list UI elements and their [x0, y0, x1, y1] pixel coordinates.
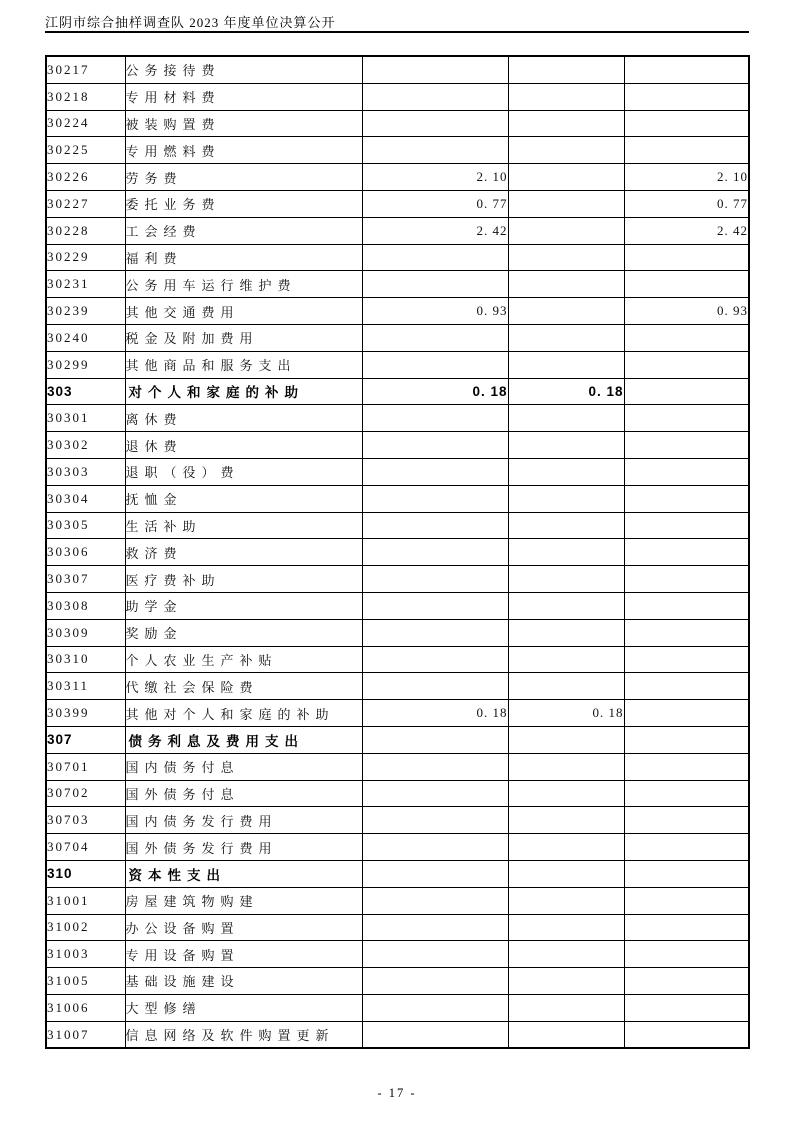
table-row	[46, 700, 749, 727]
value-cell-1	[362, 351, 508, 378]
value-cell-1	[362, 968, 508, 995]
budget-expense-table	[45, 55, 750, 1049]
table-row	[46, 994, 749, 1021]
code-cell: 30231	[46, 271, 125, 298]
name-cell: 债务利息及费用支出	[125, 726, 362, 753]
table-row	[46, 458, 749, 485]
code-cell: 30224	[46, 110, 125, 137]
table-row	[46, 378, 749, 405]
name-cell: 救济费	[125, 539, 362, 566]
name-cell: 专用材料费	[125, 83, 362, 110]
code-cell: 30701	[46, 753, 125, 780]
table-row	[46, 137, 749, 164]
value-cell-1	[362, 780, 508, 807]
table-row	[46, 405, 749, 432]
value-cell-1	[362, 512, 508, 539]
value-cell-3: 0. 93	[624, 298, 749, 325]
value-cell-3	[624, 968, 749, 995]
value-cell-2	[508, 56, 624, 83]
table-row	[46, 56, 749, 83]
value-cell-2	[508, 968, 624, 995]
name-cell: 公务用车运行维护费	[125, 271, 362, 298]
value-cell-2	[508, 164, 624, 191]
table-row	[46, 566, 749, 593]
code-cell: 30228	[46, 217, 125, 244]
value-cell-2	[508, 512, 624, 539]
value-cell-1	[362, 271, 508, 298]
code-cell: 30704	[46, 834, 125, 861]
value-cell-1	[362, 673, 508, 700]
value-cell-2	[508, 244, 624, 271]
value-cell-1	[362, 110, 508, 137]
value-cell-2	[508, 405, 624, 432]
value-cell-2	[508, 646, 624, 673]
name-cell: 工会经费	[125, 217, 362, 244]
name-cell: 生活补助	[125, 512, 362, 539]
value-cell-1	[362, 566, 508, 593]
table-row	[46, 271, 749, 298]
code-cell: 307	[46, 726, 125, 753]
value-cell-2	[508, 110, 624, 137]
code-cell: 30217	[46, 56, 125, 83]
value-cell-1	[362, 83, 508, 110]
code-cell: 30225	[46, 137, 125, 164]
value-cell-2	[508, 726, 624, 753]
value-cell-3	[624, 780, 749, 807]
value-cell-3	[624, 244, 749, 271]
value-cell-2	[508, 807, 624, 834]
value-cell-3	[624, 405, 749, 432]
value-cell-1	[362, 994, 508, 1021]
code-cell: 30229	[46, 244, 125, 271]
value-cell-2	[508, 834, 624, 861]
table-row	[46, 753, 749, 780]
code-cell: 303	[46, 378, 125, 405]
value-cell-3	[624, 994, 749, 1021]
value-cell-2	[508, 941, 624, 968]
value-cell-1	[362, 56, 508, 83]
code-cell: 30311	[46, 673, 125, 700]
value-cell-2	[508, 753, 624, 780]
header-rule	[45, 31, 749, 33]
value-cell-2	[508, 1021, 624, 1048]
name-cell: 离休费	[125, 405, 362, 432]
table-row	[46, 1021, 749, 1048]
name-cell: 信息网络及软件购置更新	[125, 1021, 362, 1048]
document-title: 江阴市综合抽样调查队 2023 年度单位决算公开	[45, 15, 336, 30]
table-row	[46, 539, 749, 566]
value-cell-3	[624, 458, 749, 485]
value-cell-3	[624, 700, 749, 727]
value-cell-1: 0. 93	[362, 298, 508, 325]
code-cell: 30305	[46, 512, 125, 539]
value-cell-1	[362, 137, 508, 164]
table-row	[46, 512, 749, 539]
code-cell: 31006	[46, 994, 125, 1021]
value-cell-3	[624, 592, 749, 619]
value-cell-2	[508, 271, 624, 298]
value-cell-1	[362, 646, 508, 673]
value-cell-2	[508, 351, 624, 378]
code-cell: 30399	[46, 700, 125, 727]
name-cell: 基础设施建设	[125, 968, 362, 995]
name-cell: 其他商品和服务支出	[125, 351, 362, 378]
value-cell-3	[624, 807, 749, 834]
name-cell: 其他对个人和家庭的补助	[125, 700, 362, 727]
table-row	[46, 726, 749, 753]
code-cell: 30226	[46, 164, 125, 191]
name-cell: 国内债务付息	[125, 753, 362, 780]
name-cell: 国外债务发行费用	[125, 834, 362, 861]
value-cell-2	[508, 324, 624, 351]
value-cell-2	[508, 83, 624, 110]
value-cell-3: 2. 10	[624, 164, 749, 191]
value-cell-1	[362, 753, 508, 780]
value-cell-3	[624, 673, 749, 700]
page-number: - 17 -	[377, 1086, 417, 1100]
value-cell-2	[508, 780, 624, 807]
value-cell-2	[508, 592, 624, 619]
table-row	[46, 780, 749, 807]
value-cell-3: 2. 42	[624, 217, 749, 244]
name-cell: 大型修缮	[125, 994, 362, 1021]
table-row	[46, 485, 749, 512]
name-cell: 房屋建筑物购建	[125, 887, 362, 914]
value-cell-3	[624, 271, 749, 298]
name-cell: 抚恤金	[125, 485, 362, 512]
table-row	[46, 324, 749, 351]
value-cell-3	[624, 860, 749, 887]
value-cell-1	[362, 887, 508, 914]
value-cell-1	[362, 807, 508, 834]
code-cell: 30218	[46, 83, 125, 110]
value-cell-3	[624, 753, 749, 780]
table-row	[46, 807, 749, 834]
name-cell: 被装购置费	[125, 110, 362, 137]
value-cell-3	[624, 137, 749, 164]
value-cell-1	[362, 244, 508, 271]
name-cell: 委托业务费	[125, 190, 362, 217]
value-cell-2	[508, 619, 624, 646]
name-cell: 公务接待费	[125, 56, 362, 83]
value-cell-1	[362, 432, 508, 459]
name-cell: 资本性支出	[125, 860, 362, 887]
table-row	[46, 673, 749, 700]
value-cell-3	[624, 539, 749, 566]
name-cell: 税金及附加费用	[125, 324, 362, 351]
value-cell-1: 2. 10	[362, 164, 508, 191]
table-row	[46, 351, 749, 378]
value-cell-1: 2. 42	[362, 217, 508, 244]
value-cell-2	[508, 432, 624, 459]
value-cell-1	[362, 726, 508, 753]
name-cell: 代缴社会保险费	[125, 673, 362, 700]
value-cell-1	[362, 860, 508, 887]
name-cell: 专用设备购置	[125, 941, 362, 968]
value-cell-1	[362, 405, 508, 432]
name-cell: 国内债务发行费用	[125, 807, 362, 834]
table-row	[46, 914, 749, 941]
code-cell: 30239	[46, 298, 125, 325]
value-cell-3	[624, 485, 749, 512]
name-cell: 其他交通费用	[125, 298, 362, 325]
value-cell-3	[624, 834, 749, 861]
code-cell: 30301	[46, 405, 125, 432]
value-cell-1	[362, 458, 508, 485]
value-cell-1	[362, 914, 508, 941]
code-cell: 310	[46, 860, 125, 887]
code-cell: 30309	[46, 619, 125, 646]
name-cell: 助学金	[125, 592, 362, 619]
value-cell-3	[624, 914, 749, 941]
value-cell-2	[508, 190, 624, 217]
table-row	[46, 646, 749, 673]
code-cell: 30307	[46, 566, 125, 593]
value-cell-1	[362, 539, 508, 566]
name-cell: 专用燃料费	[125, 137, 362, 164]
value-cell-3	[624, 351, 749, 378]
value-cell-2	[508, 485, 624, 512]
table-row	[46, 110, 749, 137]
page-footer	[0, 1086, 794, 1101]
value-cell-1: 0. 18	[362, 700, 508, 727]
value-cell-3	[624, 566, 749, 593]
value-cell-2	[508, 298, 624, 325]
table-row	[46, 190, 749, 217]
value-cell-1	[362, 1021, 508, 1048]
value-cell-1	[362, 592, 508, 619]
name-cell: 国外债务付息	[125, 780, 362, 807]
name-cell: 福利费	[125, 244, 362, 271]
table-row	[46, 244, 749, 271]
value-cell-1: 0. 77	[362, 190, 508, 217]
code-cell: 31007	[46, 1021, 125, 1048]
code-cell: 30304	[46, 485, 125, 512]
value-cell-2: 0. 18	[508, 700, 624, 727]
table-row	[46, 968, 749, 995]
code-cell: 30303	[46, 458, 125, 485]
table-row	[46, 834, 749, 861]
value-cell-1	[362, 324, 508, 351]
value-cell-2	[508, 458, 624, 485]
name-cell: 个人农业生产补贴	[125, 646, 362, 673]
table-row	[46, 887, 749, 914]
value-cell-3	[624, 1021, 749, 1048]
value-cell-3	[624, 619, 749, 646]
value-cell-3	[624, 324, 749, 351]
code-cell: 30308	[46, 592, 125, 619]
table-row	[46, 432, 749, 459]
value-cell-3	[624, 726, 749, 753]
value-cell-3	[624, 887, 749, 914]
table-row	[46, 298, 749, 325]
value-cell-1	[362, 619, 508, 646]
value-cell-3	[624, 56, 749, 83]
name-cell: 对个人和家庭的补助	[125, 378, 362, 405]
table-row	[46, 164, 749, 191]
value-cell-2	[508, 914, 624, 941]
value-cell-2	[508, 137, 624, 164]
value-cell-3	[624, 378, 749, 405]
value-cell-3	[624, 83, 749, 110]
value-cell-1	[362, 485, 508, 512]
name-cell: 退职（役）费	[125, 458, 362, 485]
value-cell-2	[508, 566, 624, 593]
table-row	[46, 619, 749, 646]
code-cell: 30702	[46, 780, 125, 807]
table-row	[46, 860, 749, 887]
value-cell-3	[624, 512, 749, 539]
value-cell-2	[508, 994, 624, 1021]
value-cell-1: 0. 18	[362, 378, 508, 405]
value-cell-1	[362, 941, 508, 968]
name-cell: 退休费	[125, 432, 362, 459]
code-cell: 31002	[46, 914, 125, 941]
code-cell: 30302	[46, 432, 125, 459]
table-row	[46, 941, 749, 968]
code-cell: 30703	[46, 807, 125, 834]
value-cell-2	[508, 887, 624, 914]
value-cell-3: 0. 77	[624, 190, 749, 217]
value-cell-2	[508, 673, 624, 700]
value-cell-2	[508, 217, 624, 244]
value-cell-3	[624, 646, 749, 673]
table-row	[46, 592, 749, 619]
code-cell: 30310	[46, 646, 125, 673]
code-cell: 30240	[46, 324, 125, 351]
name-cell: 奖励金	[125, 619, 362, 646]
value-cell-3	[624, 432, 749, 459]
value-cell-2	[508, 539, 624, 566]
name-cell: 办公设备购置	[125, 914, 362, 941]
code-cell: 31003	[46, 941, 125, 968]
code-cell: 30227	[46, 190, 125, 217]
name-cell: 医疗费补助	[125, 566, 362, 593]
code-cell: 31005	[46, 968, 125, 995]
value-cell-3	[624, 110, 749, 137]
value-cell-3	[624, 941, 749, 968]
name-cell: 劳务费	[125, 164, 362, 191]
table-row	[46, 217, 749, 244]
value-cell-1	[362, 834, 508, 861]
table-row	[46, 83, 749, 110]
code-cell: 30299	[46, 351, 125, 378]
code-cell: 31001	[46, 887, 125, 914]
value-cell-2	[508, 860, 624, 887]
value-cell-2: 0. 18	[508, 378, 624, 405]
code-cell: 30306	[46, 539, 125, 566]
